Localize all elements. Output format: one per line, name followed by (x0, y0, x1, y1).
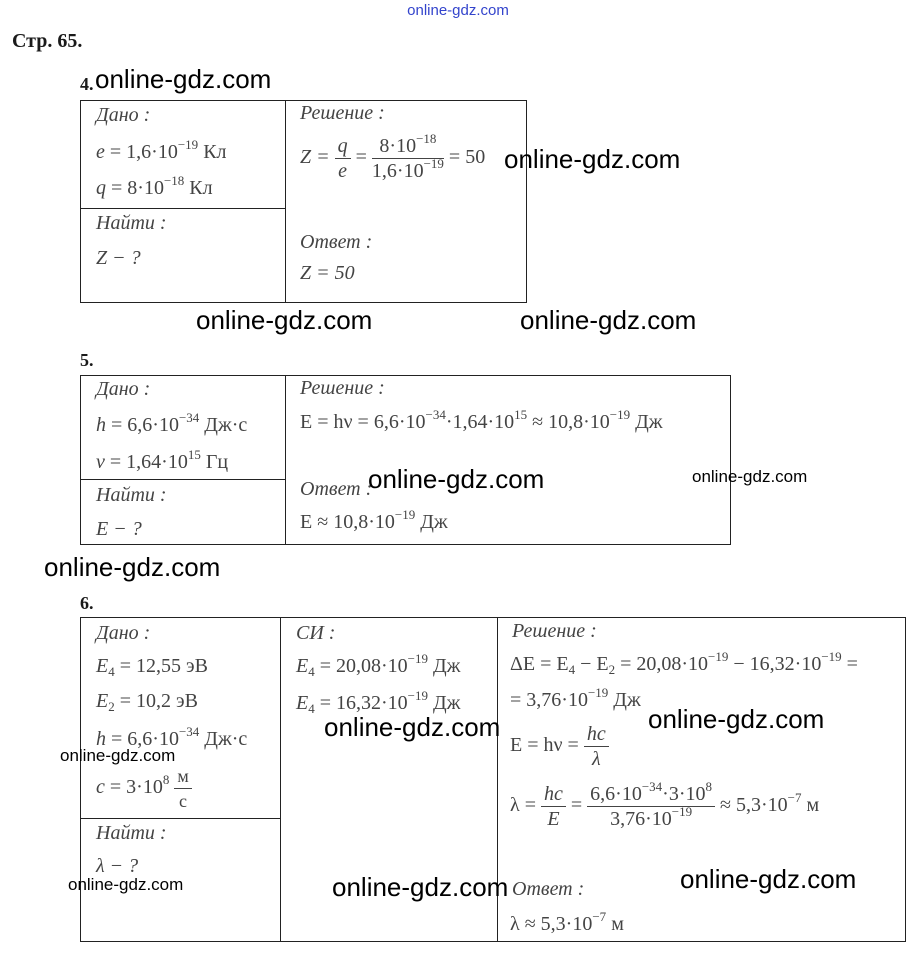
given-e: $e = 1,6\cdot 10^{-19}$ Кл (96, 137, 227, 163)
given-e2: $E_2 = 10,2$ эВ (96, 690, 198, 714)
answer-value: $E \approx 10,8\cdot 10^{-19}$ Дж (300, 507, 448, 533)
solution-line-1: $\Delta E = E_4 - E_2 = 20,08\cdot 10^{-19} - 16,32\cdot 10^{-19}$ = (510, 649, 858, 677)
table-divider (280, 617, 281, 942)
watermark: online-gdz.com (692, 467, 808, 486)
answer-value: Z = 50 (300, 262, 355, 284)
page-heading: Стр. 65. (12, 30, 83, 52)
find-label: Найти : (96, 212, 167, 234)
table-divider (285, 375, 286, 545)
table-divider (285, 100, 286, 303)
given-label: Дано : (96, 104, 151, 126)
watermark: online-gdz.com (324, 712, 501, 742)
watermark: online-gdz.com (60, 746, 176, 765)
solution-label: Решение : (300, 102, 385, 124)
watermark: online-gdz.com (680, 864, 857, 894)
answer-label: Ответ : (512, 878, 585, 900)
problem-6-number: 6. (80, 593, 94, 613)
table-divider (80, 208, 285, 209)
problem-5-number: 5. (80, 350, 94, 370)
given-q: $q = 8\cdot 10^{-18}$ Кл (96, 173, 213, 199)
table-divider (80, 479, 285, 480)
si-e4: $E_4 = 20,08\cdot 10^{-19}$ Дж (296, 651, 461, 679)
find-value: Z − ? (96, 247, 141, 269)
given-h: $h = 6,6\cdot 10^{-34}$ Дж·с (96, 724, 248, 750)
answer-label: Ответ : (300, 231, 373, 253)
given-h: $h = 6,6\cdot 10^{-34}$ Дж·с (96, 410, 248, 436)
si-e2: $E_4 = 16,32\cdot 10^{-19}$ Дж (296, 688, 461, 716)
top-watermark: online-gdz.com (407, 2, 509, 19)
answer-value: $\lambda \approx 5,3\cdot 10^{-7}$ м (510, 909, 624, 935)
watermark: online-gdz.com (68, 875, 184, 894)
given-nu: $\nu = 1,64\cdot 10^{15}$ Гц (96, 447, 229, 473)
solution-label: Решение : (512, 620, 597, 642)
watermark: online-gdz.com (520, 305, 697, 335)
watermark: online-gdz.com (196, 305, 373, 335)
find-value: λ − ? (96, 855, 139, 877)
solution-formula: Z = $\frac{q}{e}$ = $\frac{8\cdot 10^{-18}}{1,6\cdot 10^{-19}}$ = 50 (300, 131, 486, 182)
si-label: СИ : (296, 622, 336, 644)
solution-formula: $E = h\nu = 6,6\cdot 10^{-34}\cdot 1,64\cdot 10^{15} \approx 10,8\cdot 10^{-19}$ Дж (300, 407, 663, 433)
find-label: Найти : (96, 822, 167, 844)
solution-line-4: λ = $\frac{hc}{E}$ = $\frac{6,6\cdot 10^{-34}\cdot 3\cdot 10^8}{3,76\cdot 10^{-19}}$ ≈ $5,3\cdot 10^{-7}$ м (510, 779, 820, 830)
find-value: E − ? (96, 518, 142, 540)
solution-line-2: = $3,76\cdot 10^{-19}$ Дж (510, 685, 641, 711)
find-label: Найти : (96, 484, 167, 506)
answer-label: Ответ : (300, 478, 373, 500)
given-label: Дано : (96, 622, 151, 644)
solution-line-3: E = hν = $\frac{hc}{\lambda}$ (510, 722, 609, 771)
watermark: online-gdz.com (648, 704, 825, 734)
watermark: online-gdz.com (332, 872, 509, 902)
watermark: online-gdz.com (44, 552, 221, 582)
watermark: online-gdz.com (95, 64, 272, 94)
problem-4-number: 4. (80, 74, 94, 94)
table-divider (80, 818, 280, 819)
watermark: online-gdz.com (368, 464, 545, 494)
given-c: $c = 3\cdot 10^8$ $\frac{м}{с}$ (96, 764, 192, 813)
given-e4: $E_4 = 12,55$ эВ (96, 655, 208, 679)
watermark: online-gdz.com (504, 144, 681, 174)
given-label: Дано : (96, 378, 151, 400)
solution-label: Решение : (300, 377, 385, 399)
